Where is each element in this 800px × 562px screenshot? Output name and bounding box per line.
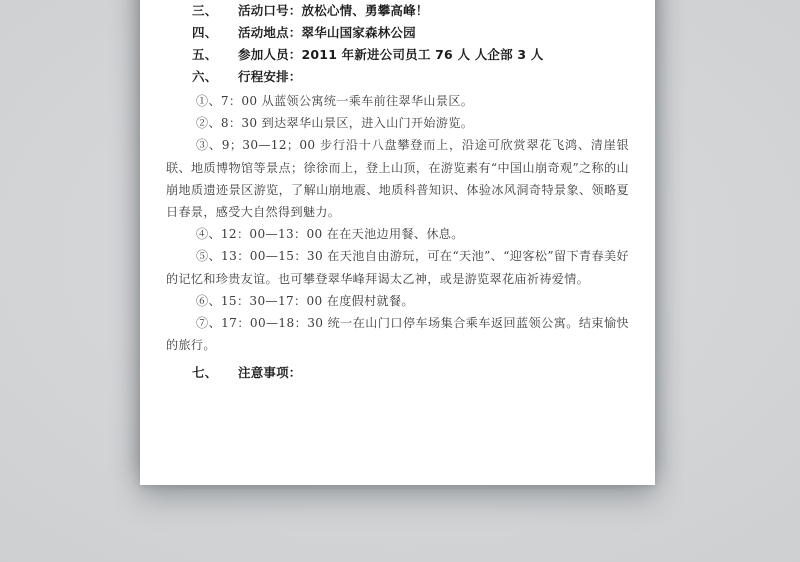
section-heading-3-number: 三、 xyxy=(192,3,218,18)
section-heading-3 xyxy=(192,0,631,22)
section-heading-4-text: 活动地点：翠华山国家森林公园 xyxy=(238,25,416,40)
document-page-content xyxy=(140,0,655,485)
section-heading-6-number: 六、 xyxy=(192,69,218,84)
schedule-item-6: ⑥、15：30—17：00 在度假村就餐。 xyxy=(196,293,414,308)
section-heading-4 xyxy=(192,22,631,44)
section-heading-6 xyxy=(192,66,631,88)
section-heading-5-text: 参加人员：2011 年新进公司员工 76 人 人企部 3 人 xyxy=(238,47,544,62)
section-heading-6-text: 行程安排： xyxy=(238,69,302,84)
schedule-item-2: ②、8：30 到达翠华山景区，进入山门开始游览。 xyxy=(196,116,474,131)
schedule-item-1: ①、7：00 从蓝领公寓统一乘车前往翠华山景区。 xyxy=(196,94,474,108)
document-page xyxy=(140,0,655,485)
schedule-item-7: ⑦、17：00—18：30 统一在山门口停车场集合乘车返回蓝领公寓。结束愉快的旅行。 xyxy=(166,316,629,353)
schedule-item-3: ③、9；30—12；00 步行沿十八盘攀登而上，沿途可欣赏翠花飞鸿、清崖银联、地质博物馆等景点；徐徐而上，登上山顶，在游览素有“中国山崩奇观”之称的山崩地质遗迹景区游览，了解山崩地震、地质科普知识、体验冰风洞奇特景象、领略夏日春景，感受大自然得到魅力。 xyxy=(166,138,629,220)
document-body xyxy=(140,0,655,384)
section-heading-4-number: 四、 xyxy=(192,25,218,40)
section-heading-7-number: 七、 xyxy=(192,365,218,381)
schedule-item-5: ⑤、13：00—15：30 在天池自由游玩，可在“天池”、“迎客松”留下青春美好的记忆和珍贵友谊。也可攀登翠华峰拜谒太乙神，或是游览翠花庙祈祷爱情。 xyxy=(166,249,629,286)
section-heading-7-text: 注意事项： xyxy=(238,365,302,381)
schedule-item-4: ④、12：00—13：00 在在天池边用餐、休息。 xyxy=(196,227,464,242)
section-heading-7 xyxy=(192,362,631,384)
section-heading-5 xyxy=(192,44,631,66)
section-heading-3-text: 活动口号：放松心情、勇攀高峰！ xyxy=(238,3,429,18)
section-heading-5-number: 五、 xyxy=(192,47,218,62)
